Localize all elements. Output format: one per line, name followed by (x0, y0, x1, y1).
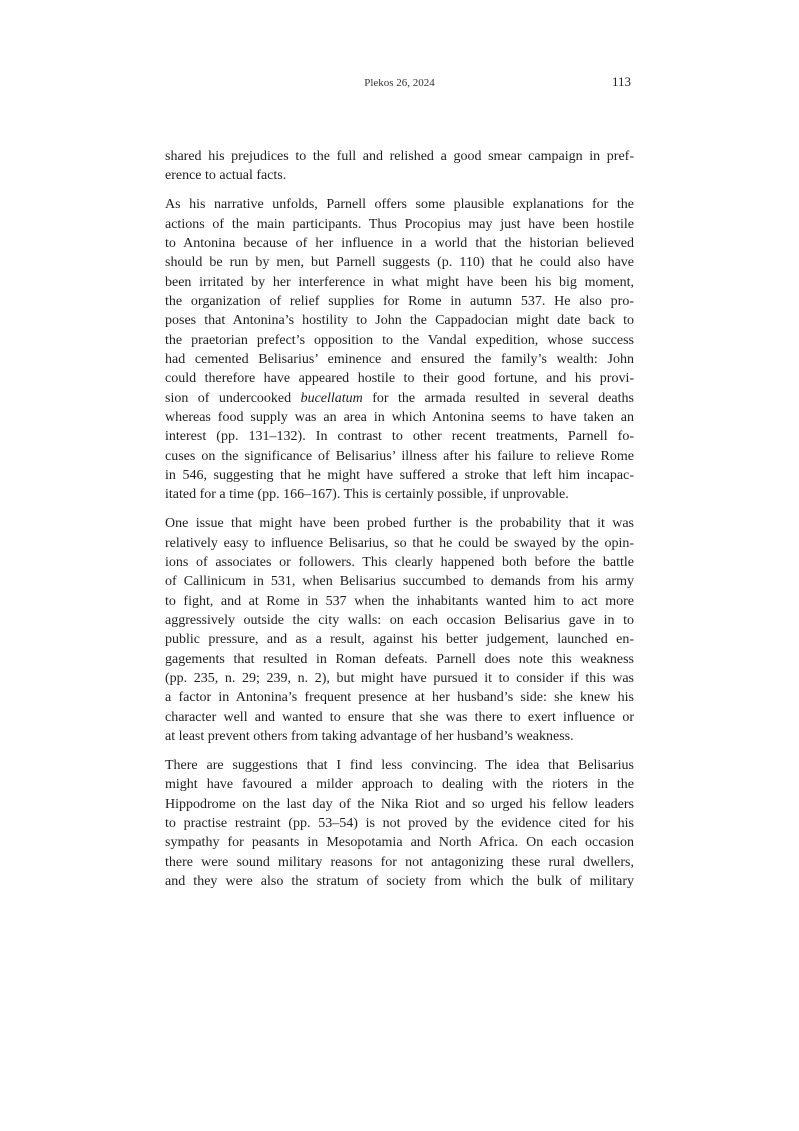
text-segment: for the armada resulted in several deaths (362, 390, 634, 406)
text-line (165, 389, 634, 408)
text-line: itated for a time (pp. 166–167). This is certainly possible, if unprovable. (165, 487, 569, 503)
text-line: there were sound military reasons for not antagonizing these rural dwellers, (165, 854, 634, 870)
text-line: sympathy for peasants in Mesopotamia and North Africa. On each occasion (165, 835, 634, 851)
text-line: gagements that resulted in Roman defeats. Parnell does note this weakness (165, 651, 634, 667)
text-line: relatively easy to influence Belisarius, so that he could be swayed by the opin- (165, 535, 634, 551)
text-line: interest (pp. 131–132). In contrast to other recent treatments, Parnell fo- (165, 429, 634, 445)
text-line: shared his prejudices to the full and relished a good smear campaign in pref- (165, 149, 634, 164)
text-line: erence to actual facts. (165, 168, 287, 184)
text-line: of Callinicum in 531, when Belisarius succumbed to demands from his army (165, 574, 634, 590)
text-line: had cemented Belisarius’ eminence and ensured the family’s wealth: John (165, 351, 634, 367)
text-line: character well and wanted to ensure that she was there to exert influence or (165, 709, 634, 725)
text-line: cuses on the significance of Belisarius’ illness after his failure to relieve Rome (165, 448, 634, 464)
text-line: at least prevent others from taking advantage of her husband’s weakness. (165, 728, 574, 744)
paragraph (165, 195, 634, 505)
body-text (165, 147, 634, 901)
running-head: Plekos 26, 2024 (364, 77, 435, 89)
text-line: There are suggestions that I find less convincing. The idea that Belisarius (165, 757, 634, 773)
italic-term: bucellatum (300, 390, 363, 406)
text-line: to practise restraint (pp. 53–54) is not proved by the evidence cited for his (165, 815, 634, 831)
text-line: and they were also the stratum of society from which the bulk of military (165, 873, 634, 889)
text-line: (pp. 235, n. 29; 239, n. 2), but might have pursued it to consider if this was (165, 670, 634, 686)
text-line: in 546, suggesting that he might have suffered a stroke that left him incapac- (165, 468, 634, 483)
text-line: As his narrative unfolds, Parnell offers some plausible explanations for the (165, 197, 634, 213)
text-segment: sion of undercooked (165, 390, 301, 406)
page-number: 113 (612, 74, 632, 89)
text-line: to fight, and at Rome in 537 when the inhabitants wanted him to act more (165, 593, 634, 609)
text-line: a factor in Antonina’s frequent presence at her husband’s side: she knew his (165, 690, 634, 706)
text-line: poses that Antonina’s hostility to John the Cappadocian might date back to (165, 313, 634, 329)
paragraph (165, 147, 634, 186)
text-line: public pressure, and as a result, against his better judgement, launched en- (165, 632, 634, 648)
text-line: might have favoured a milder approach to dealing with the rioters in the (165, 777, 634, 793)
text-line: whereas food supply was an area in which Antonina seems to have taken an (165, 409, 634, 425)
text-line: aggressively outside the city walls: on each occasion Belisarius gave in to (165, 612, 634, 628)
text-line: should be run by men, but Parnell suggests (p. 110) that he could also have (165, 255, 634, 271)
text-line: the organization of relief supplies for Rome in autumn 537. He also pro- (165, 293, 634, 309)
text-line: One issue that might have been probed further is the probability that it was (165, 516, 634, 532)
text-line: actions of the main participants. Thus Procopius may just have been hostile (165, 216, 634, 232)
paragraph (165, 514, 634, 746)
text-line: Hippodrome on the last day of the Nika Riot and so urged his fellow leaders (165, 796, 634, 812)
text-line: the praetorian prefect’s opposition to the Vandal expedition, whose success (165, 332, 634, 348)
text-line: could therefore have appeared hostile to their good fortune, and his provi- (165, 371, 634, 387)
text-line: ions of associates or followers. This clearly happened both before the battle (165, 554, 634, 570)
paragraph (165, 756, 634, 891)
text-line: to Antonina because of her influence in a world that the historian believed (165, 235, 634, 251)
text-line: been irritated by her interference in what might have been his big moment, (165, 274, 634, 290)
